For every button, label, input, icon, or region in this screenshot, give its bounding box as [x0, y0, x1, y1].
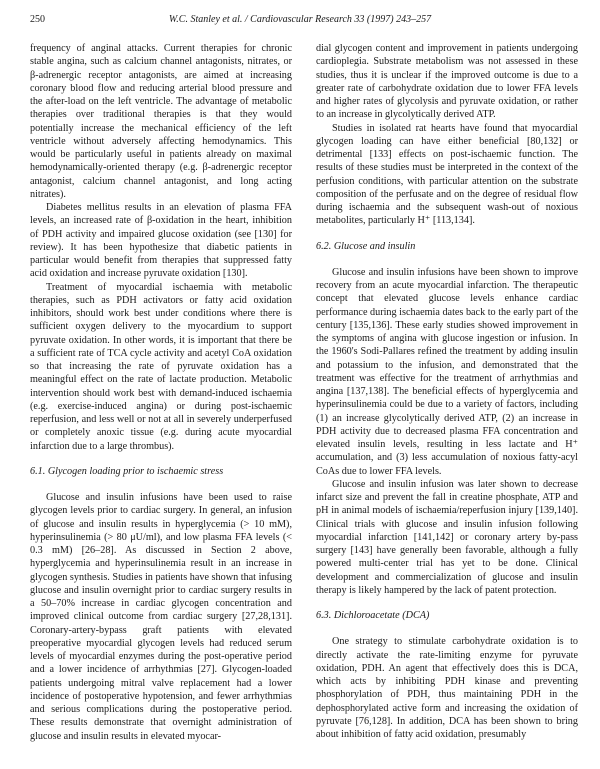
paragraph: Glucose and insulin infusion was later shown to decrease infarct size and prevent the fall in creatine phosphate, ATP and pH in animal models of ischaemia/reperfusion injury [139,140]. Clinical trials with glucose and insulin infusion following myocardial infarction [141,142] or coronary artery by-pass surgery [143] have generally been favorable, although a fully powered multi-center trial has yet to be done. Clinical development and commercialization of glucose and insulin therapy is likely hampered by the lack of patent protection. [316, 478, 578, 596]
paragraph: Treatment of myocardial ischaemia with metabolic therapies, such as PDH activators or fatty acid oxidation inhibitors, should work best under conditions where there is sufficient oxygen delivery to the myocardium to support pyruvate oxidation. In other words, it is important that there be a sufficient rate of TCA cycle activity and acetyl CoA oxidation so that increasing the rate of pyruvate oxidation has a meaningful effect on the rate of lactate production. Metabolic intervention should work best with demand-induced ischaemia (e.g. exercise-induced angina) or during post-ischaemic reperfusion, and less well or not at all in severely underperfused or completely anoxic tissue (e.g. during acute myocardial infarction due to a large thrombus). [30, 281, 292, 452]
running-head: W.C. Stanley et al. / Cardiovascular Research 33 (1997) 243–257 [168, 14, 432, 25]
paragraph: frequency of anginal attacks. Current therapies for chronic stable angina, such as calcium channel antagonists, nitrates, or β-adrenergic receptor antagonists, are aimed at increasing coronary blood flow and reducing arterial blood pressure and the after-load on the left ventricle. The advantage of metabolic therapies over traditional therapies is that they would potentially increase the mechanical efficiency of the left ventricle without adversely affecting hemodynamics. This would be particularly useful in patients already on maximal hemodynamically-oriented therapy (e.g. β-adrenergic receptor antagonist, calcium channel antagonist, and long acting nitrates). [30, 43, 292, 200]
page-header [30, 14, 570, 28]
section-heading: 6.3. Dichloroacetate (DCA) [316, 610, 430, 621]
left-column [30, 42, 292, 743]
section-heading: 6.2. Glucose and insulin [316, 240, 416, 252]
paragraph: Glucose and insulin infusions have been used to raise glycogen levels prior to cardiac surgery. In general, an infusion of glucose and insulin results in hyperglycemia (> 10 mM), hyperinsulinemia (> 80 μU/ml), and low plasma FFA levels (< 0.3 mM) [26–28]. As discussed in Section 2 above, hyperglycemia and hyperinsulinemia result in an increase in glycogen synthesis. Studies in patients have shown that infusing glucose and insulin overnight prior to cardiac surgery results in a 50–70% increase in cardiac glycogen concentration and improved clinical outcome from cardiac surgery [27,28,131]. Coronary-artery-bypass graft patients with elevated preoperative myocardial glycogen levels had reduced serum levels of myocardial enzymes during the post-operative period and a lower incidence of arrhythmias [27]. Glycogen-loaded patients undergoing mitral valve replacement had a lower incidence of postoperative hypotension, and fewer arrhythmias and serious complications during the postoperative period. These results demonstrate that overnight administration of glucose and insulin results in elevated myocar- [30, 492, 292, 742]
paragraph: Studies in isolated rat hearts have found that myocardial glycogen loading can have either beneficial [80,132] or detrimental [133] effects on post-ischaemic function. The results of these studies must be interpreted in the context of the perfusion conditions, with particular attention on the substrate composition of the perfusate and on the degree of residual flow during ischaemia and the subsequent wash-out of noxious metabolites, particularly H⁺ [113,134]. [316, 122, 578, 227]
paragraph: dial glycogen content and improvement in patients undergoing cardioplegia. Substrate metabolism was not assessed in these studies, thus it is unclear if the improved outcome is due to a greater rate of carbohydrate oxidation due to lower FFA levels and higher rates of glycolysis and pyruvate oxidation, or rather to an increase in glycolytically derived ATP. [316, 43, 578, 121]
paragraph: Glucose and insulin infusions have been shown to improve recovery from an acute myocardial infarction. The therapeutic concept that elevated glucose levels enhance cardiac performance during ischaemia dates back to the early part of the century [135,136]. These early studies showed improvement in the symptoms of angina with glucose ingestion or infusion. In the 1960's Sodi-Pallares refined the treatment by adding insulin and potassium to the infusion, and demonstrated that the treatment was effective for the treatment of arrhythmias and angina [137,138]. The beneficial effects of hyperglycemia and hyperinsulinemia could be due to a variety of factors, including (1) an increase glycolytically derived ATP, (2) an increase in PDH activity due to decreased plasma FFA concentration and elevated insulin levels, resulting in less lactate and H⁺ accumulation, and (3) less accumulation of noxious fatty-acyl CoAs due to lower FFA levels. [316, 266, 578, 477]
paragraph: One strategy to stimulate carbohydrate oxidation is to directly activate the rate-limiting enzyme for pyruvate oxidation, PDH. An agent that effectively does this is DCA, which acts by inhibiting PDH kinase and preventing phosphorylation of PDH, thus maintaining PDH in the dephosphorylated active form and increasing the oxidation of pyruvate [76,128]. In addition, DCA has been shown to bring about inhibition of fatty acid oxidation, presumably [316, 636, 578, 740]
section-heading: 6.1. Glycogen loading prior to ischaemic stress [30, 465, 224, 477]
paragraph: Diabetes mellitus results in an elevation of plasma FFA levels, an increased rate of β-oxidation in the heart, inhibition of PDH activity and impaired glucose oxidation (see [130] for review). It has been hypothesize that diabetic patients in particular would benefit from therapies that suppressed fatty acid oxidation and increase pyruvate oxidation [130]. [30, 202, 292, 280]
page-number: 250 [30, 14, 45, 25]
right-column [316, 42, 578, 741]
